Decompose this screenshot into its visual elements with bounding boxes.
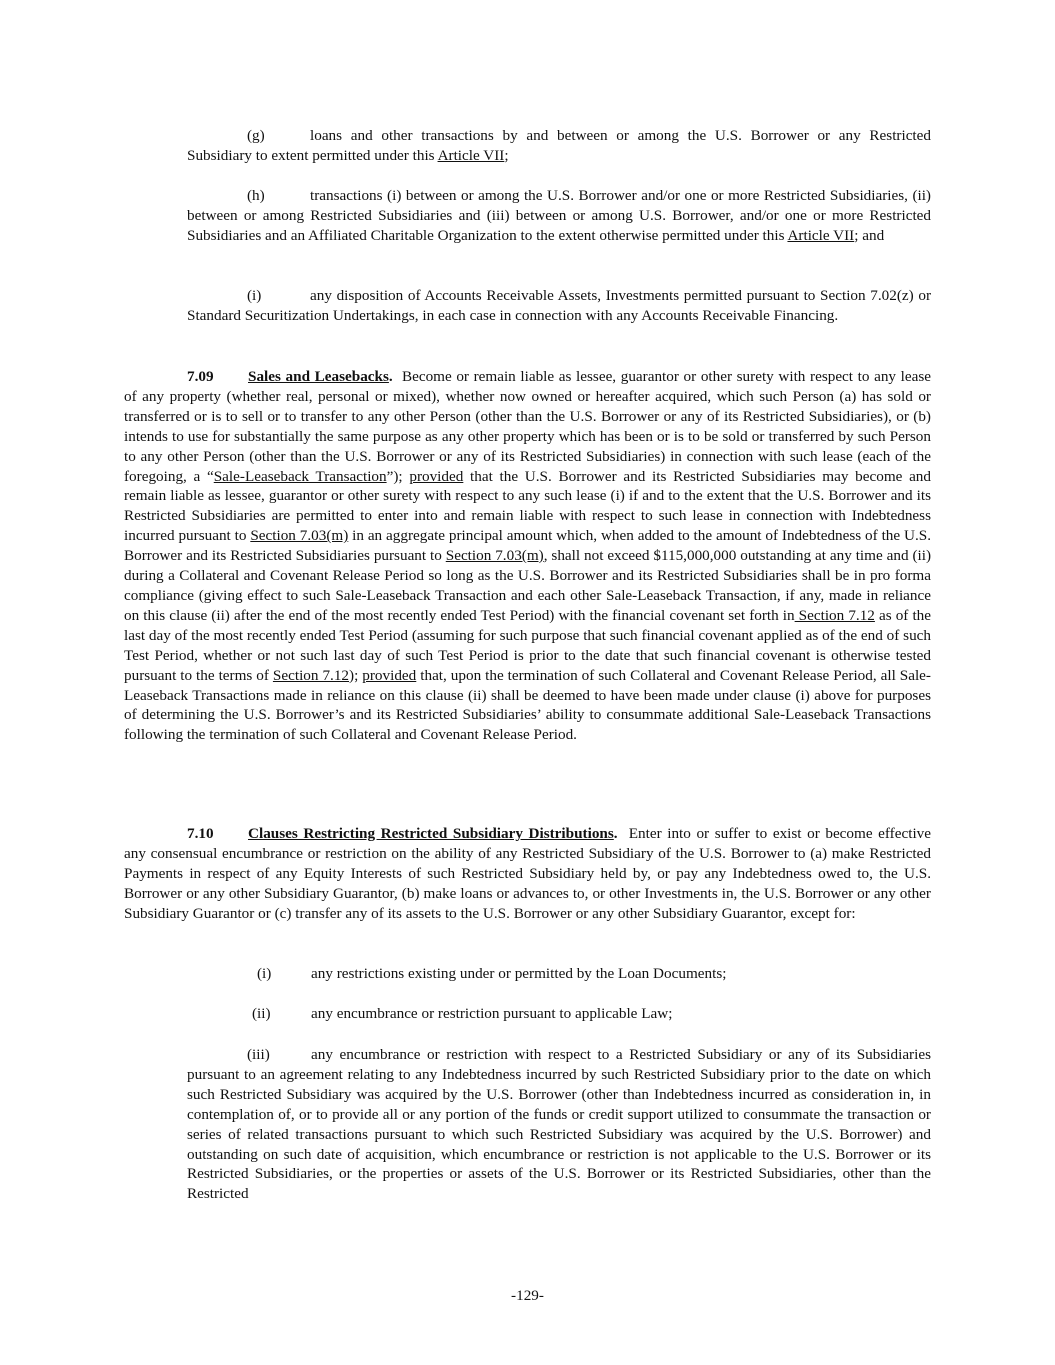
section-text: in an aggregate principal amount which, when added to the amount of Indebtedness of the U.S. Borrower and its Restricted Subsidiaries pursuant to [124,527,932,565]
clause-label: (h) [247,187,265,204]
list-item-iii [187,1045,931,1204]
proviso-term: provided [409,467,464,485]
section-7-10 [124,824,931,924]
section-number: 7.10 [187,825,214,842]
heading-period: . [388,368,393,385]
clause-text: ; [504,146,509,164]
section-text: , shall not exceed $115,000,000 outstanding at any time and (ii) during a Collateral and Covenant Release Period so long as the U.S. Borrower and its Restricted Subsidiaries shall be in pro forma compliance (giving effect to such Sale-Leaseback Transaction and each other Sale-Leaseback Transaction, if any, made in reliance on this clause (ii) after the end of the most recently ended Test Period) with the financial covenant set forth in [124,547,931,624]
page-number: -129- [511,1287,544,1304]
section-text: Enter into or suffer to exist or become effective any consensual encumbrance or restriction on the ability of any Restricted Subsidiary of the U.S. Borrower to (a) make Restricted Payments in respect of any Equity Interests of such Restricted Subsidiary held by, or pay any Indebtedness owed to, the U.S. Borrower or any other Subsidiary Guarantor, (b) make loans or advances to, or other Investments in, the U.S. Borrower or any other Subsidiary Guarantor or (c) transfer any of its assets to the U.S. Borrower or any other Subsidiary Guarantor, except for: [124,825,931,922]
section-text: that the U.S. Borrower and its Restricted Subsidiaries may become and remain liable as lessee, guarantor or other surety with respect to any such lease (i) if and to the extent that the U.S. Borrower and its Restricted Subsidiaries are permitted to enter into and remain liable with respect to such lease in connection with Indebtedness incurred pursuant to [124,467,931,545]
clause-text: ; and [854,226,885,244]
section-reference: Section 7.03(m) [250,527,349,545]
defined-term: Sale-Leaseback Transaction [213,467,387,485]
clause-h [187,186,931,246]
section-text: ”); [386,467,410,485]
section-7-09 [124,367,931,745]
list-item-text: any restrictions existing under or permitted by the Loan Documents; [311,965,727,982]
section-text: Become or remain liable as lessee, guarantor or other surety with respect to any lease of any property (whether real, personal or mixed), whether now owned or hereafter acquired, which such Person (a) has sold or transferred or is to sell or to transfer to any other Person (other than the U.S. Borrower or any of its Restricted Subsidiaries), or (b) intends to use for substantially the same purpose as any other property which has been or is to be sold or transferred by such Person to any other Person (other than the U.S. Borrower or any of its Restricted Subsidiaries) in connection with such lease (each of the foregoing, a “ [124,368,931,485]
proviso-term: provided [362,666,417,684]
list-item-text: any encumbrance or restriction pursuant to applicable Law; [311,1005,673,1022]
clause-text: transactions (i) between or among the U.S. Borrower and/or one or more Restricted Subsidiaries, (ii) between or among Restricted Subsidiaries and (iii) between or among U.S. Borrower, and/or one or more Restricted Subsidiaries and an Affiliated Charitable Organization to the extent otherwise permitted under this [187,187,931,244]
article-reference: Article VII [437,146,505,164]
clause-label: (i) [247,287,262,304]
clause-label: (g) [247,127,265,144]
section-text: ); [349,666,363,684]
list-item-label: (iii) [247,1046,270,1063]
section-reference: Section 7.12 [794,606,875,624]
clause-text: loans and other transactions by and between or among the U.S. Borrower or any Restricted Subsidiary to extent permitted under this [187,127,931,164]
clause-i [187,286,931,326]
list-item-i [187,964,931,984]
section-text: as of the last day of the most recently ended Test Period (assuming for such purpose that such financial covenant applied as of the end of such Test Period, whether or not such last day of such Test Period is prior to the date that such financial covenant is otherwise tested pursuant to the terms of [124,606,931,684]
section-reference: Section 7.12 [272,666,350,684]
article-reference: Article VII [787,226,855,244]
section-reference: Section 7.03(m) [445,547,544,565]
clause-text: any disposition of Accounts Receivable Assets, Investments permitted pursuant to Section 7.02(z) or Standard Securitization Undertakings, in each case in connection with any Accounts Receivable Financing. [187,287,931,324]
section-heading: Clauses Restricting Restricted Subsidiary Distributions [248,825,614,842]
list-item-label: (i) [257,965,272,982]
list-item-text: any encumbrance or restriction with respect to a Restricted Subsidiary or any of its Subsidiaries pursuant to an agreement relating to any Indebtedness incurred by such Restricted Subsidiary prior to the date on which such Restricted Subsidiary was acquired by the U.S. Borrower (other than Indebtedness incurred as consideration in, in contemplation of, or to provide all or any portion of the funds or credit support utilized to consummate the transaction or series of related transactions pursuant to which such Restricted Subsidiary was acquired by the U.S. Borrower) and outstanding on such date of acquisition, which encumbrance or restriction is not applicable to the U.S. Borrower or its Restricted Subsidiaries, or the properties or assets of the U.S. Borrower or its Restricted Subsidiaries, other than the Restricted [187,1046,931,1203]
clause-g [187,126,931,166]
list-item-ii [187,1004,931,1024]
section-number: 7.09 [187,368,214,385]
heading-period: . [613,825,618,842]
list-item-label: (ii) [252,1005,271,1022]
section-text: that, upon the termination of such Collateral and Covenant Release Period, all Sale-Leaseback Transactions made in reliance on this clause (ii) shall be deemed to have been made under clause (i) above for purposes of determining the U.S. Borrower’s and its Restricted Subsidiaries’ ability to consummate additional Sale-Leaseback Transactions following the termination of such Collateral and Covenant Release Period. [124,666,931,744]
section-heading: Sales and Leasebacks [248,368,389,385]
